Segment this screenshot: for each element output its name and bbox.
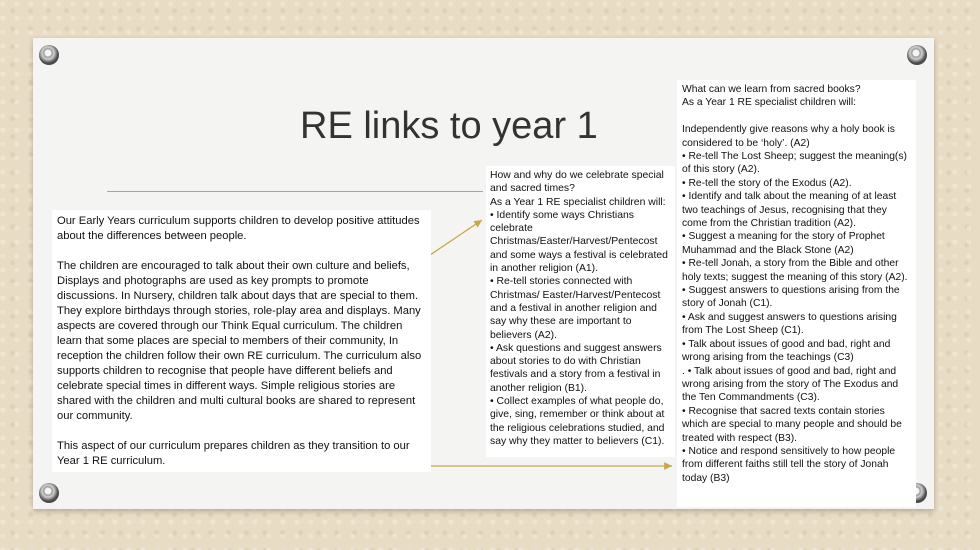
celebrate-item: • Identify some ways Christians celebrate Christmas/Easter/Harvest/Pentecost and some ways a festival is celebrated in another religion (A1). xyxy=(490,209,668,275)
celebrate-item: • Collect examples of what people do, give, sing, remember or think about at the religious celebrations studied, and say why they matter to believers (C1). xyxy=(490,396,665,447)
sacred-books-item: • Recognise that sacred texts contain stories which are special to many people and should be treated with respect (B3). xyxy=(682,405,902,444)
celebrate-text-box xyxy=(486,166,675,457)
sacred-books-lead: Independently give reasons why a holy book is considered to be ‘holy’. (A2) xyxy=(682,124,895,149)
slide-title: RE links to year 1 xyxy=(300,105,598,147)
sacred-books-item: • Ask and suggest answers to questions arising from The Lost Sheep (C1). xyxy=(682,311,897,337)
intro-paragraph: Our Early Years curriculum supports children to develop positive attitudes about the differences between people. xyxy=(57,215,420,242)
sacred-books-item: • Identify and talk about the meaning of at least two teachings of Jesus, recognising that they come from the Christian tradition (A2). xyxy=(682,191,897,230)
early-years-text-box xyxy=(52,210,431,472)
sacred-books-item: • Suggest a meaning for the story of Prophet Muhammad and the Black Stone (A2) xyxy=(682,231,885,256)
sacred-books-item: • Talk about issues of good and bad, right and wrong arising from the teachings (C3) xyxy=(682,338,891,364)
celebrate-heading: How and why do we celebrate special and sacred times? xyxy=(490,170,664,195)
sacred-books-text-box xyxy=(677,80,916,507)
celebrate-item: • Re-tell stories connected with Christmas/ Easter/Harvest/Pentecost and a festival in another religion and say why these are important to believers (A2). xyxy=(490,276,661,341)
sacred-books-item: • Re-tell Jonah, a story from the Bible and other holy texts; suggest the meaning of this story (A2). xyxy=(682,258,908,283)
sacred-books-heading: What can we learn from sacred books? xyxy=(682,84,861,95)
celebrate-item: • Ask questions and suggest answers about stories to do with Christian festivals and a story from a festival in another religion (B1). xyxy=(490,342,662,394)
sacred-books-item: . • Talk about issues of good and bad, right and wrong arising from the story of The Exodus and the Ten Commandments (C3). xyxy=(682,365,899,404)
sacred-books-item: • Notice and respond sensitively to how people from different faiths still tell the story of Jonah today (B3) xyxy=(682,445,896,484)
sacred-books-intro: As a Year 1 RE specialist children will: xyxy=(682,97,856,109)
sacred-books-item: • Re-tell The Lost Sheep; suggest the meaning(s) of this story (A2). xyxy=(682,151,907,176)
sacred-books-item: • Suggest answers to questions arising from the story of Jonah (C1). xyxy=(682,285,900,310)
arrow-to-celebrate xyxy=(430,220,482,255)
celebrate-intro: As a Year 1 RE specialist children will: xyxy=(490,196,666,208)
spacer xyxy=(682,110,913,123)
sacred-books-item: • Re-tell the story of the Exodus (A2). xyxy=(682,177,852,189)
intro-paragraph: The children are encouraged to talk about their own culture and beliefs, Displays and photographs are used as key prompts to promote discussions. In Nursery, children talk about days that are special to them. They explore birthdays through stories, role-play area and displays. Many aspects are covered through our Think Equal curriculum. The children learn that some places are special to members of their community, In reception the children follow their own RE curriculum. The curriculum also supports children to recognise that people have different beliefs and celebrate special times in different ways. Simple religious stories are shared with the children and multi cultural books are shared to represent our community. xyxy=(57,260,422,422)
intro-paragraph: This aspect of our curriculum prepares children as they transition to our Year 1 RE curriculum. xyxy=(57,440,410,467)
